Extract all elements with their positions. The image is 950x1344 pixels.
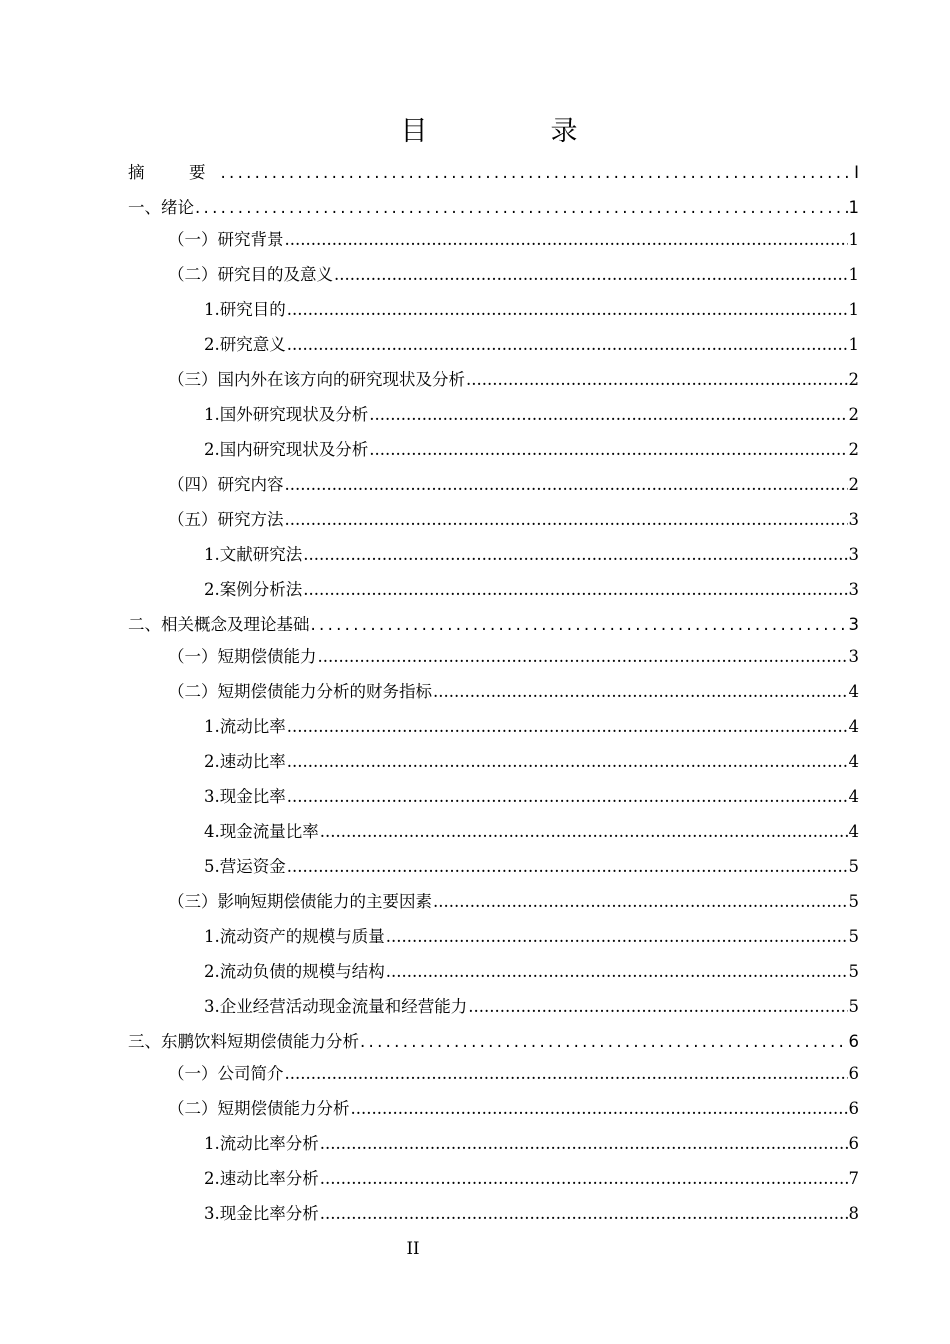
toc-leader-dots — [433, 887, 848, 917]
toc-leader-dots — [303, 540, 847, 570]
toc-entry-label: （五）研究方法 — [168, 510, 284, 529]
toc-entry-label: 二、相关概念及理论基础 — [128, 615, 310, 634]
toc-entry-label: 3.企业经营活动现金流量和经营能力 — [204, 997, 468, 1016]
toc-entry[interactable] — [204, 1129, 859, 1159]
toc-entry-page: 5 — [848, 962, 859, 981]
toc-entry[interactable] — [168, 505, 859, 535]
toc-entry-label: 2.研究意义 — [204, 335, 286, 354]
toc-entry-page: 1 — [848, 230, 859, 249]
toc-entry-page: 7 — [848, 1169, 859, 1188]
toc-entry[interactable] — [204, 992, 859, 1022]
toc-entry-label: 一、绪论 — [128, 198, 194, 217]
toc-entry-page: 2 — [848, 405, 859, 424]
toc-leader-dots — [386, 922, 848, 952]
toc-entry-label: （一）公司简介 — [168, 1064, 284, 1083]
toc-leader-dots — [311, 610, 848, 640]
toc-leader-dots — [221, 158, 854, 188]
toc-entry-label: 1.研究目的 — [204, 300, 286, 319]
toc-entry[interactable] — [204, 1164, 859, 1194]
toc-leader-dots — [287, 712, 848, 742]
toc-entry-page: 3 — [848, 510, 859, 529]
toc-entry[interactable] — [168, 225, 859, 255]
toc-leader-dots — [386, 957, 848, 987]
toc-entry-page: 2 — [848, 475, 859, 494]
toc-leader-dots — [351, 1094, 848, 1124]
toc-leader-dots — [360, 1027, 848, 1057]
toc-entry-page: 6 — [848, 1032, 859, 1051]
toc-entry-label: （二）短期偿债能力分析 — [168, 1099, 350, 1118]
toc-entry[interactable] — [204, 435, 859, 465]
toc-entry[interactable] — [204, 295, 859, 325]
toc-entry-label: （二）短期偿债能力分析的财务指标 — [168, 682, 432, 701]
toc-entry-label: 3.现金比率分析 — [204, 1204, 319, 1223]
toc-leader-dots — [195, 193, 848, 223]
toc-entry[interactable] — [168, 1094, 859, 1124]
toc-entry-page: 8 — [848, 1204, 859, 1223]
toc-entry-label: 3.现金比率 — [204, 787, 286, 806]
toc-entry-label: 1.国外研究现状及分析 — [204, 405, 369, 424]
toc-entry[interactable] — [204, 1199, 859, 1229]
toc-entry[interactable] — [204, 330, 859, 360]
toc-entry-label: 三、东鹏饮料短期偿债能力分析 — [128, 1032, 359, 1051]
toc-leader-dots — [334, 260, 848, 290]
toc-entry-page: 1 — [848, 335, 859, 354]
toc-entry-label: （四）研究内容 — [168, 475, 284, 494]
toc-entry[interactable] — [204, 922, 859, 952]
toc-entry[interactable] — [204, 747, 859, 777]
toc-entry[interactable] — [204, 957, 859, 987]
toc-leader-dots — [318, 642, 848, 672]
toc-entry[interactable] — [168, 642, 859, 672]
toc-entry-label: 2.速动比率 — [204, 752, 286, 771]
toc-entry-page: 3 — [848, 647, 859, 666]
toc-leader-dots — [287, 330, 848, 360]
toc-entry-label: 2.速动比率分析 — [204, 1169, 319, 1188]
toc-entry-label: 1.文献研究法 — [204, 545, 303, 564]
toc-entry[interactable] — [168, 1059, 859, 1089]
toc-entry[interactable] — [204, 575, 859, 605]
toc-entry-label: 4.现金流量比率 — [204, 822, 319, 841]
toc-entry-page: 2 — [848, 440, 859, 459]
toc-entry-label: 1.流动比率 — [204, 717, 286, 736]
toc-entry-page: 3 — [848, 580, 859, 599]
toc-entry-page: 2 — [848, 370, 859, 389]
toc-entry-page: 5 — [848, 997, 859, 1016]
toc-entry[interactable] — [168, 260, 859, 290]
toc-entry[interactable] — [168, 470, 859, 500]
toc-entry[interactable] — [128, 1027, 859, 1057]
toc-entry-label: 1.流动资产的规模与质量 — [204, 927, 385, 946]
toc-entry-label: （三）影响短期偿债能力的主要因素 — [168, 892, 432, 911]
toc-entry-page: 1 — [848, 265, 859, 284]
toc-title: 目 录 — [400, 116, 626, 147]
toc-entry[interactable] — [128, 610, 859, 640]
toc-entry-page: 3 — [848, 615, 859, 634]
toc-entry[interactable] — [204, 712, 859, 742]
page-number: II — [406, 1239, 420, 1258]
toc-entry[interactable] — [204, 400, 859, 430]
toc-leader-dots — [287, 782, 848, 812]
toc-entry-page: 3 — [848, 545, 859, 564]
toc-entry-label: 摘 要 — [128, 163, 220, 182]
toc-entry-page: 4 — [848, 752, 859, 771]
toc-entry-label: （三）国内外在该方向的研究现状及分析 — [168, 370, 465, 389]
toc-entry-page: 6 — [848, 1099, 859, 1118]
toc-leader-dots — [285, 225, 848, 255]
toc-entry-page: 4 — [848, 787, 859, 806]
toc-leader-dots — [320, 817, 848, 847]
toc-leader-dots — [433, 677, 848, 707]
toc-entry[interactable] — [204, 817, 859, 847]
toc-leader-dots — [285, 470, 848, 500]
toc-entry[interactable] — [204, 782, 859, 812]
toc-entry-page: 1 — [848, 300, 859, 319]
toc-leader-dots — [369, 435, 847, 465]
toc-leader-dots — [287, 747, 848, 777]
toc-entry-label: （二）研究目的及意义 — [168, 265, 333, 284]
toc-leader-dots — [320, 1164, 848, 1194]
toc-entry-page: 4 — [848, 717, 859, 736]
toc-leader-dots — [287, 295, 848, 325]
toc-leader-dots — [468, 992, 847, 1022]
toc-entry-label: （一）短期偿债能力 — [168, 647, 317, 666]
toc-leader-dots — [285, 1059, 848, 1089]
toc-entry[interactable] — [168, 677, 859, 707]
toc-leader-dots — [303, 575, 847, 605]
toc-entry-page: 5 — [848, 892, 859, 911]
toc-entry-page: 4 — [848, 822, 859, 841]
toc-entry[interactable] — [168, 887, 859, 917]
toc-entry-page: 5 — [848, 927, 859, 946]
toc-entry-label: 2.流动负债的规模与结构 — [204, 962, 385, 981]
toc-entry-page: 4 — [848, 682, 859, 701]
toc-leader-dots — [287, 852, 848, 882]
toc-entry[interactable] — [168, 365, 859, 395]
toc-leader-dots — [285, 505, 848, 535]
toc-entry-label: 2.国内研究现状及分析 — [204, 440, 369, 459]
toc-leader-dots — [320, 1199, 848, 1229]
toc-leader-dots — [320, 1129, 848, 1159]
toc-entry-label: 1.流动比率分析 — [204, 1134, 319, 1153]
toc-entry[interactable] — [128, 158, 859, 188]
toc-leader-dots — [369, 400, 847, 430]
toc-entry[interactable] — [204, 852, 859, 882]
toc-entry-page: I — [854, 163, 859, 182]
toc-entry-page: 5 — [848, 857, 859, 876]
toc-entry-page: 1 — [848, 198, 859, 217]
toc-entry-page: 6 — [848, 1064, 859, 1083]
toc-entry[interactable] — [204, 540, 859, 570]
toc-entry-label: 5.营运资金 — [204, 857, 286, 876]
toc-entry-label: 2.案例分析法 — [204, 580, 303, 599]
toc-entry-label: （一）研究背景 — [168, 230, 284, 249]
toc-leader-dots — [466, 365, 848, 395]
toc-entry[interactable] — [128, 193, 859, 223]
toc-entry-page: 6 — [848, 1134, 859, 1153]
